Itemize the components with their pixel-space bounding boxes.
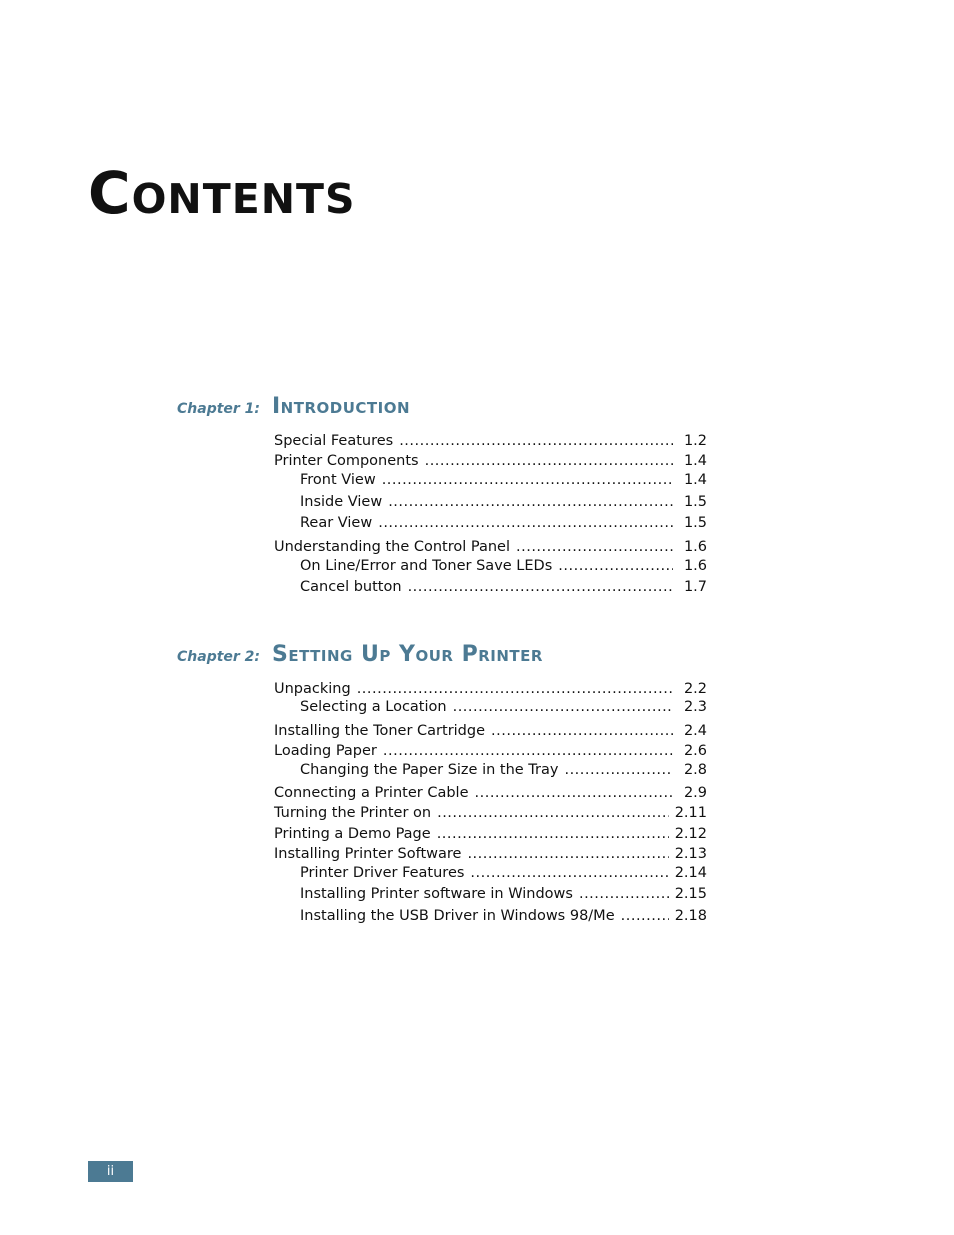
dot-leader <box>388 492 673 512</box>
toc-subentry[interactable] <box>300 906 707 926</box>
toc-entry-title: Special Features <box>274 433 394 449</box>
dot-leader <box>408 577 673 597</box>
toc-entry-page: 2.13 <box>674 846 707 862</box>
toc-entry[interactable] <box>274 824 707 844</box>
toc-entry-title: Rear View <box>300 515 373 531</box>
toc-entry-title: Unpacking <box>274 681 351 697</box>
toc-subentry[interactable] <box>300 884 707 904</box>
toc-subentry[interactable] <box>300 556 707 576</box>
toc-entry-title: Printer Components <box>274 453 419 469</box>
toc-entry-page: 2.6 <box>683 743 707 759</box>
toc-entry[interactable] <box>274 721 707 741</box>
toc-subentry[interactable] <box>300 760 707 780</box>
toc-entry-page: 1.5 <box>683 494 707 510</box>
toc-entry-page: 2.14 <box>674 865 707 881</box>
toc-entry[interactable] <box>274 431 707 451</box>
toc-entry-page: 2.15 <box>674 886 707 902</box>
toc-entry-page: 2.4 <box>683 723 707 739</box>
toc-subentry[interactable] <box>300 492 707 512</box>
toc-entry-page: 2.18 <box>674 908 707 924</box>
toc-entry-title: Understanding the Control Panel <box>274 539 510 555</box>
toc-entry-page: 2.12 <box>674 826 707 842</box>
dot-leader <box>399 431 673 451</box>
toc-subentry[interactable] <box>300 513 707 533</box>
dot-leader <box>357 679 673 699</box>
toc-entry-page: 2.3 <box>683 699 707 715</box>
toc-entry-title: On Line/Error and Toner Save LEDs <box>300 558 553 574</box>
dot-leader <box>491 721 673 741</box>
toc-entry[interactable] <box>274 741 707 761</box>
toc-entry-page: 1.4 <box>683 472 707 488</box>
toc-subentry[interactable] <box>300 470 707 490</box>
page-number-badge: ii <box>88 1161 133 1182</box>
dot-leader <box>378 513 673 533</box>
toc-subentry[interactable] <box>300 697 707 717</box>
toc-entry-title: Printer Driver Features <box>300 865 465 881</box>
toc-entry-page: 2.8 <box>683 762 707 778</box>
dot-leader <box>437 824 669 844</box>
dot-leader <box>579 884 669 904</box>
dot-leader <box>437 803 669 823</box>
toc-entry-page: 1.2 <box>683 433 707 449</box>
toc-subentry[interactable] <box>300 863 707 883</box>
toc-entry-title: Front View <box>300 472 376 488</box>
chapter-heading <box>177 640 707 670</box>
toc-entry-page: 2.11 <box>674 805 707 821</box>
dot-leader <box>621 906 669 926</box>
toc-entry-title: Turning the Printer on <box>274 805 432 821</box>
toc-entry-title: Connecting a Printer Cable <box>274 785 469 801</box>
toc-entry-title: Printing a Demo Page <box>274 826 431 842</box>
toc-entry-page: 1.6 <box>683 558 707 574</box>
chapter-label: Chapter 1: <box>177 401 261 417</box>
dot-leader <box>425 451 673 471</box>
dot-leader <box>475 783 674 803</box>
chapter-title: Introduction <box>272 394 411 419</box>
toc-entry[interactable] <box>274 803 707 823</box>
chapter-heading <box>177 392 707 422</box>
dot-leader <box>467 844 668 864</box>
toc-entry-page: 1.4 <box>683 453 707 469</box>
chapter-2 <box>177 640 707 924</box>
dot-leader <box>558 556 673 576</box>
toc-entry[interactable] <box>274 679 707 699</box>
toc-entry-title: Loading Paper <box>274 743 377 759</box>
dot-leader <box>382 470 673 490</box>
toc-entry-title: Installing Printer software in Windows <box>300 886 573 902</box>
toc-entry[interactable] <box>274 451 707 471</box>
toc-entry-page: 2.9 <box>683 785 707 801</box>
page-title: Contents <box>88 159 356 227</box>
toc-entry-title: Installing Printer Software <box>274 846 462 862</box>
toc-entry-page: 1.6 <box>683 539 707 555</box>
dot-leader <box>453 697 673 717</box>
toc-entry-title: Changing the Paper Size in the Tray <box>300 762 559 778</box>
chapter-1 <box>177 392 707 595</box>
toc-entry-title: Cancel button <box>300 579 402 595</box>
toc-entry-page: 2.2 <box>683 681 707 697</box>
toc-entry-page: 1.7 <box>683 579 707 595</box>
chapter-label: Chapter 2: <box>177 649 261 665</box>
dot-leader <box>516 537 673 557</box>
dot-leader <box>470 863 668 883</box>
toc-entry-title: Inside View <box>300 494 383 510</box>
toc-entry-page: 1.5 <box>683 515 707 531</box>
dot-leader <box>383 741 673 761</box>
chapter-title: Setting Up Your Printer <box>272 642 543 667</box>
toc-entry[interactable] <box>274 537 707 557</box>
dot-leader <box>564 760 673 780</box>
toc-entry-title: Installing the Toner Cartridge <box>274 723 486 739</box>
toc-subentry[interactable] <box>300 577 707 597</box>
toc-entry[interactable] <box>274 783 707 803</box>
toc-entry-title: Installing the USB Driver in Windows 98/Me <box>300 908 615 924</box>
toc-entry-title: Selecting a Location <box>300 699 447 715</box>
toc-entry[interactable] <box>274 844 707 864</box>
